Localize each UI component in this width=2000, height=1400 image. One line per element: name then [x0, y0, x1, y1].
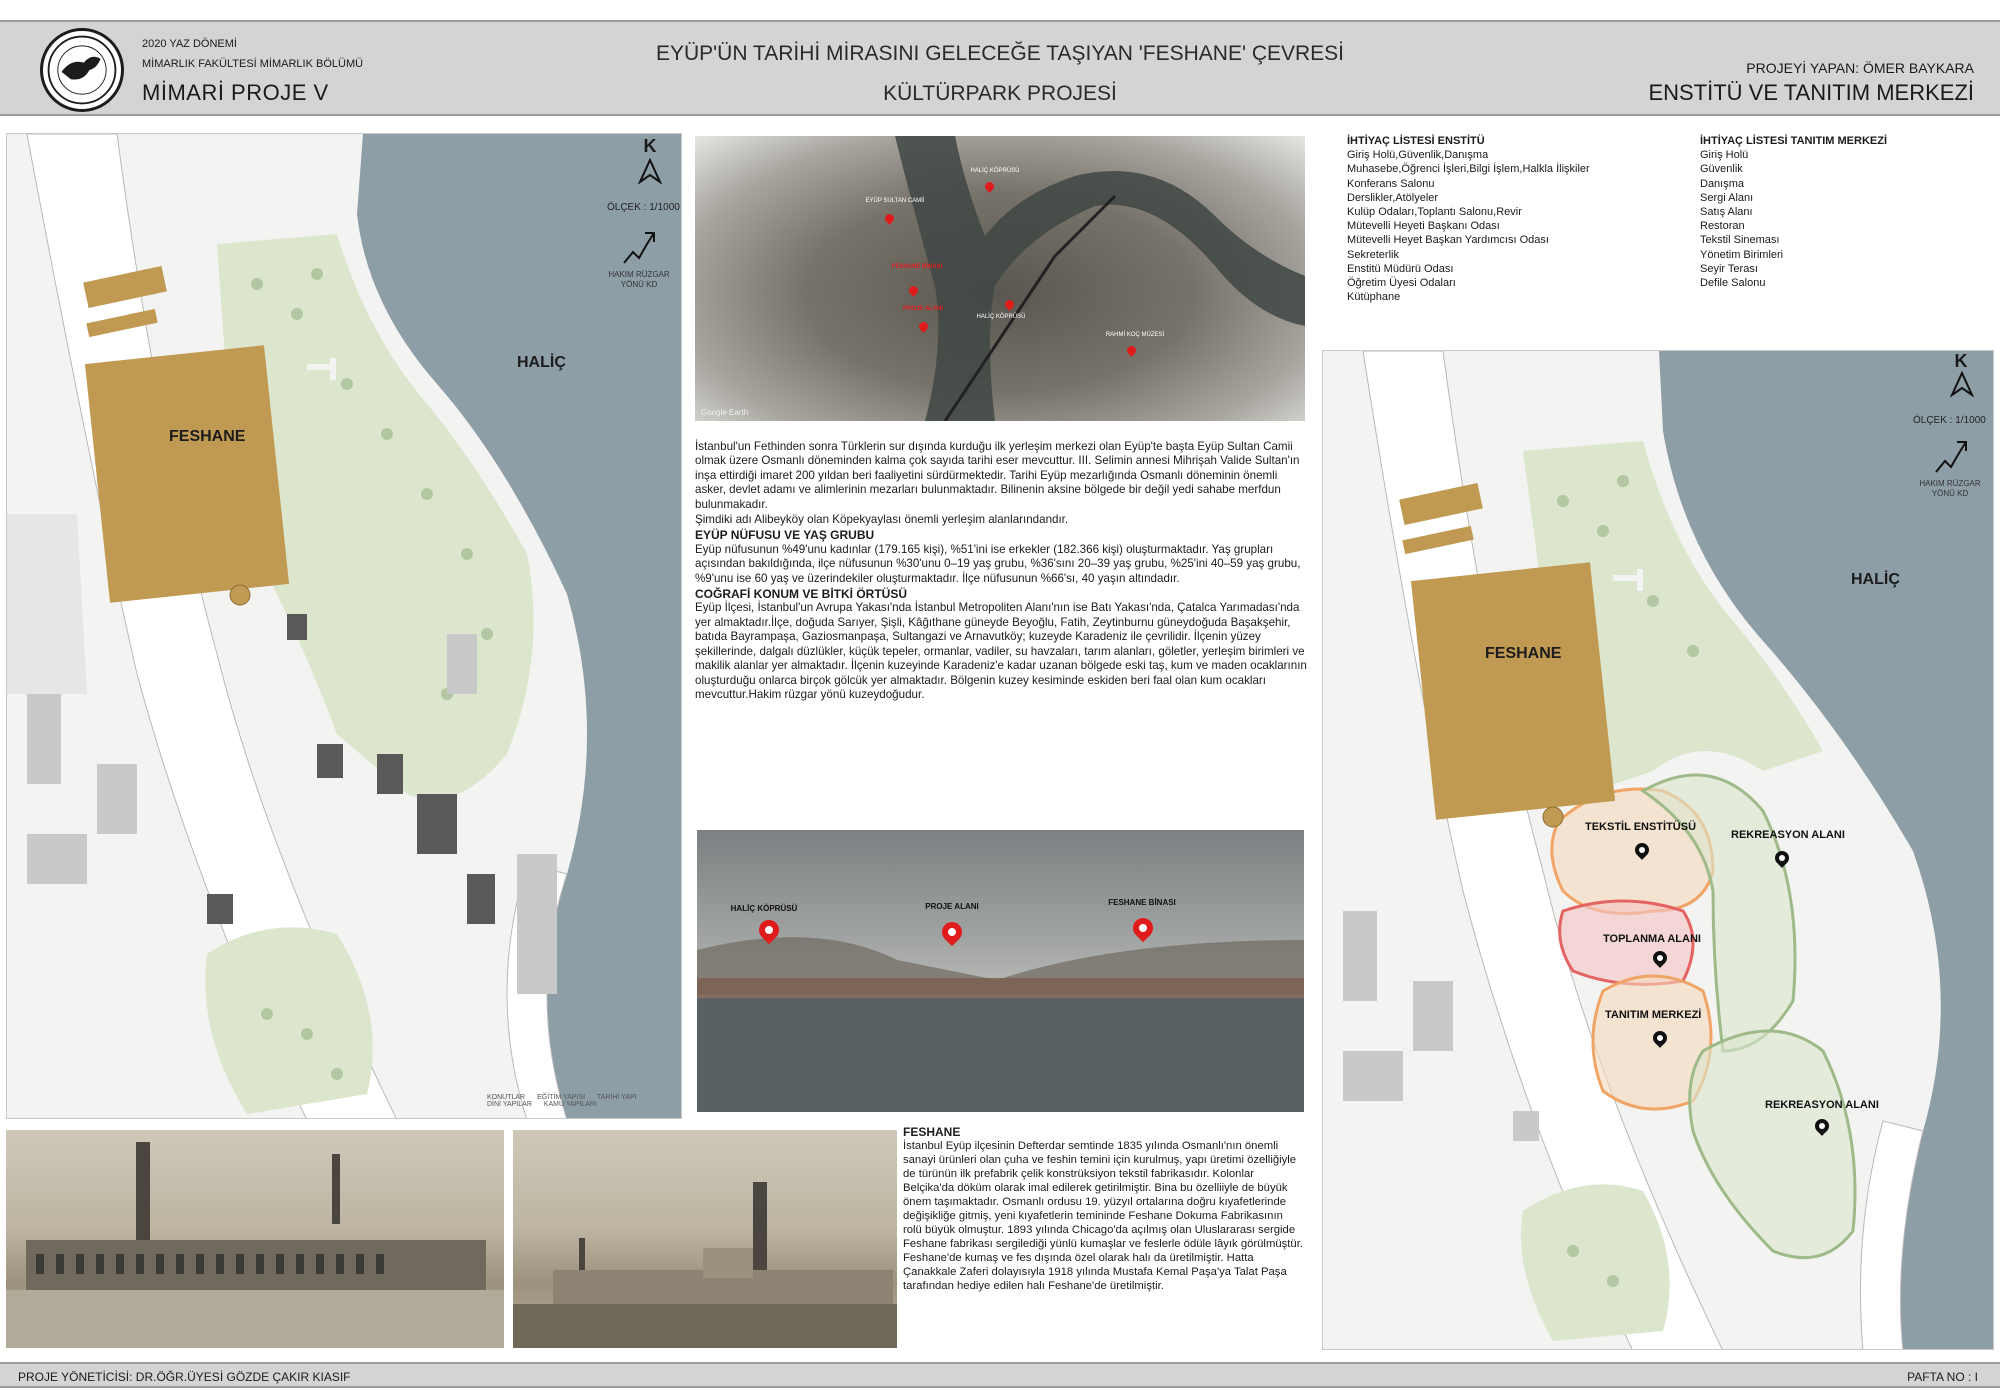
site-plan-proposal-drawing — [1323, 351, 1994, 1350]
north-arrow-icon — [637, 158, 663, 184]
needs-item: Defile Salonu — [1700, 277, 1766, 290]
supervisor-text: PROJE YÖNETİCİSİ: DR.ÖĞR.ÜYESİ GÖZDE ÇAKIR KIASIF — [18, 1370, 351, 1384]
needs-item: Sekreterlik — [1347, 248, 1399, 261]
intro-paragraph: Şimdiki adı Alibeyköy olan Köpekyaylası önemli yerleşim alanlarındandır. — [695, 513, 1069, 527]
project-subtitle: KÜLTÜRPARK PROJESİ — [883, 82, 1117, 105]
semester-text: 2020 YAZ DÖNEMİ — [142, 38, 237, 50]
needs-heading: İHTİYAÇ LİSTESİ ENSTİTÜ — [1347, 135, 1485, 147]
satellite-label: RAHMİ KOÇ MÜZESİ — [1105, 332, 1165, 338]
north-arrow-icon — [1949, 371, 1975, 397]
halic-label: HALİÇ — [1851, 571, 1900, 588]
intro-paragraph: İstanbul'un Fethinden sonra Türklerin sur dışında kurduğu ilk yerleşim merkezi olan Eyüp'te başta Eyüp Sultan Camii olmak üzere Osmanlı döneminden kalma çok sayıda tarihi eser mevcuttur. III. Selimin annesi Mihrişah Valide Sultan'ın inşa ettirdiği imaret 200 yıldan beri faaliyetini sürdürmektedir. Tarihi Eyüp mezarlığında Osmanlı döneminin önemli asker, devlet adamı ve alimlerinin mezarları bulunmaktadır. Bilinenin aksine bölgede bir değil yedi sahabe merfdun bulunmakadır. — [695, 440, 1300, 511]
building-type-title: ENSTİTÜ VE TANITIM MERKEZİ — [1648, 80, 1974, 105]
needs-list-center — [1700, 134, 1960, 290]
needs-item: Öğretim Üyesi Odaları — [1347, 277, 1456, 290]
needs-item: Satış Alanı — [1700, 206, 1753, 219]
archival-photo-2-drawing — [513, 1130, 897, 1348]
halic-label: HALİÇ — [517, 354, 566, 371]
feshane-label: FESHANE — [1485, 645, 1562, 662]
needs-item: Kulüp Odaları,Toplantı Salonu,Revir — [1347, 206, 1522, 219]
archival-photo-1-drawing — [6, 1130, 504, 1348]
north-letter: K — [1954, 351, 1968, 371]
panorama-label: HALİÇ KÖPRÜSÜ — [730, 904, 798, 913]
needs-item: Restoran — [1700, 220, 1745, 233]
feshane-heading: FESHANE — [903, 1125, 961, 1139]
feshane-text-block — [903, 1124, 1303, 1294]
satellite-label: PROJE ALANI — [902, 306, 944, 312]
satellite-label: EYÜP SULTAN CAMİİ — [865, 198, 925, 204]
needs-item: Giriş Holü,Güvenlik,Danışma — [1347, 149, 1489, 162]
wind-direction-icon — [1933, 439, 1969, 475]
sheet-number: PAFTA NO : I — [1907, 1370, 1978, 1384]
wind-direction-icon — [621, 230, 657, 266]
zone-label-recreation: REKREASYON ALANI — [1731, 829, 1845, 841]
course-title: MİMARİ PROJE V — [142, 80, 329, 105]
needs-item: Yönetim Birimleri — [1700, 248, 1784, 261]
section-heading: EYÜP NÜFUSU VE YAŞ GRUBU — [695, 528, 875, 543]
needs-item: Kütüphane — [1347, 291, 1401, 304]
map-legend — [487, 1094, 647, 1108]
needs-item: Güvenlik — [1700, 163, 1743, 176]
legend-item: TARİHİ YAPI — [596, 1094, 637, 1101]
faculty-text: MİMARLIK FAKÜLTESİ MİMARLIK BÖLÜMÜ — [142, 58, 364, 70]
zone-label-gathering: TOPLANMA ALANI — [1603, 933, 1701, 945]
needs-item: Danışma — [1700, 177, 1745, 190]
satellite-label: HALİÇ KÖPRÜSÜ — [970, 168, 1020, 174]
needs-item: Tekstil Sineması — [1700, 234, 1780, 247]
map-attribution: Google Earth — [701, 408, 749, 417]
geography-paragraph: Eyüp İlçesi, İstanbul'un Avrupa Yakası'nda İstanbul Metropoliten Alanı'nın ise Batı Yakası'nda, Çatalca Yarımadası'nda yer almaktadır.İlçe, doğuda Sarıyer, Şişli, Kâğıthane güneyde Beyoğlu, Fatih, Zeytinburnu güneydoğuda Başakşehir, batıda Bayrampaşa, Gaziosmanpaşa, Sultangazi ve Arnavutköy; kuzeyde Karadeniz ile çevrilidir. İlçenin yüzey şekillerinde, dalgalı düzlükler, küçük tepeler, ormanlar, vadiler, su havzaları, tarım alanları, göletler, yerleşim birimleri ve makilik alanlar yer almaktadır. İlçenin kuzeyinde Karadeniz'e kadar uzanan bölgede eski taş, kum ve maden ocaklarının oluşturduğu onlarca birçok gölcük yer almaktadır. Bölgenin kuzey kesiminde eskiden beri faal olan kum ocakları mevcuttur.Hakim rüzgar yönü kuzeydoğudur. — [695, 601, 1307, 701]
title-bar — [0, 20, 2000, 116]
panorama-photo — [697, 830, 1304, 1112]
needs-heading: İHTİYAÇ LİSTESİ TANITIM MERKEZİ — [1700, 135, 1888, 147]
satellite-label: FESHANE BİNASI — [891, 264, 943, 270]
needs-item: Mütevelli Heyet Başkan Yardımcısı Odası — [1347, 234, 1549, 247]
scale-text: ÖLÇEK : 1/1000 — [607, 202, 680, 213]
needs-item: Enstitü Müdürü Odası — [1347, 262, 1454, 275]
zone-label-recreation: REKREASYON ALANI — [1765, 1099, 1879, 1111]
wind-text: HAKIM RÜZGAR YÖNÜ KD — [608, 270, 670, 289]
satellite-drawing — [695, 136, 1305, 421]
author-text: PROJEYİ YAPAN: ÖMER BAYKARA — [1746, 60, 1974, 76]
needs-item: Sergi Alanı — [1700, 191, 1754, 204]
legend-item: KONUTLAR — [487, 1094, 526, 1101]
site-plan-proposal — [1322, 350, 1994, 1350]
panorama-label: PROJE ALANI — [925, 902, 979, 911]
wind-text: HAKIM RÜZGAR YÖNÜ KD — [1919, 479, 1981, 498]
needs-item: Giriş Holü — [1700, 149, 1749, 162]
site-plan-existing-drawing — [7, 134, 682, 1119]
needs-item: Seyir Terası — [1700, 262, 1758, 275]
footer-bar — [0, 1362, 2000, 1388]
section-heading: COĞRAFİ KONUM VE BİTKİ ÖRTÜSÜ — [695, 587, 907, 602]
archival-photo-1 — [6, 1130, 504, 1348]
zone-label-promotion-center: TANITIM MERKEZİ — [1605, 1009, 1702, 1021]
legend-item: DİNİ YAPILAR — [487, 1101, 532, 1108]
north-letter: K — [643, 136, 657, 156]
satellite-label: HALİÇ KÖPRÜSÜ — [976, 314, 1026, 320]
zone-label-textile-institute: TEKSTİL ENSTİTÜSÜ — [1585, 821, 1697, 833]
panorama-label: FESHANE BİNASI — [1108, 898, 1176, 907]
legend-item: KAMU YAPILARI — [543, 1101, 597, 1108]
needs-item: Muhasebe,Öğrenci İşleri,Bilgi İşlem,Halkla İlişkiler — [1347, 163, 1590, 176]
project-title: EYÜP'ÜN TARİHİ MİRASINI GELECEĞE TAŞIYAN 'FESHANE' ÇEVRESİ — [655, 42, 1345, 65]
intro-text-block — [695, 440, 1307, 703]
panorama-drawing — [697, 830, 1304, 1112]
legend-item: EĞİTİM YAPISI — [537, 1094, 586, 1101]
archival-photo-2 — [513, 1130, 897, 1348]
feshane-label: FESHANE — [169, 428, 246, 445]
site-plan-existing — [6, 133, 682, 1119]
needs-item: Mütevelli Heyeti Başkanı Odası — [1347, 220, 1500, 233]
feshane-paragraph: İstanbul Eyüp ilçesinin Defterdar semtinde 1835 yılında Osmanlı'nın önemli sanayi ürünleri olan çuha ve feshin temini için kurulmuş, yapı üretimi özelliğiyle de türünün ilk prefabrik çelik konstrüksiyon tekstil fabrikasıdır. Kolonlar Belçika'da döküm olarak imal edilerek getirilmiştir. Bina bu özelliiyle de büyük önem taşımaktadır. Osmanlı ordusu 19. yüzyıl ortalarına doğru kıyafetlerinde değişikliğe gitmiş, yeni kıyafetlerin temininde Feshane Dokuma Fabrikasının rolü büyük olmuştur. 1893 yılında Chicago'da açılmış olan Uluslararası sergide Feshane fabrikası sergilediği yünlü kumaşlar ve feslerle ödüle lâyık görülmüştür. Feshane'de kumaş ve fes dışında özel olarak halı da üretilmiştir. Hatta Çanakkale Zaferi dolayısıyla 1918 yılında Mustafa Kemal Paşa'ya Talat Paşa tarafından hediye edilen halı Feshane'de üretilmiştir. — [903, 1140, 1303, 1292]
needs-item: Derslikler,Atölyeler — [1347, 191, 1439, 204]
scale-text: ÖLÇEK : 1/1000 — [1913, 415, 1986, 426]
satellite-image — [695, 136, 1305, 421]
population-paragraph: Eyüp nüfusunun %49'unu kadınlar (179.165 kişi), %51'ini ise erkekler (182.366 kişi) oluşturmaktadır. Yaş grupları açısından bakıldığında, ilçe nüfusunun %30'unu 0–19 yaş grubu, %36'sını 20–39 yaş grubu, %25'ini 40–59 yaş grubu, %9'unu ise 60 yaş ve üzerindekiler oluşturmaktadır. İlçe nüfusunun %66'sı, 40 yaşın altındadır. — [695, 542, 1301, 585]
needs-list-institute — [1347, 134, 1647, 304]
needs-item: Konferans Salonu — [1347, 177, 1435, 190]
